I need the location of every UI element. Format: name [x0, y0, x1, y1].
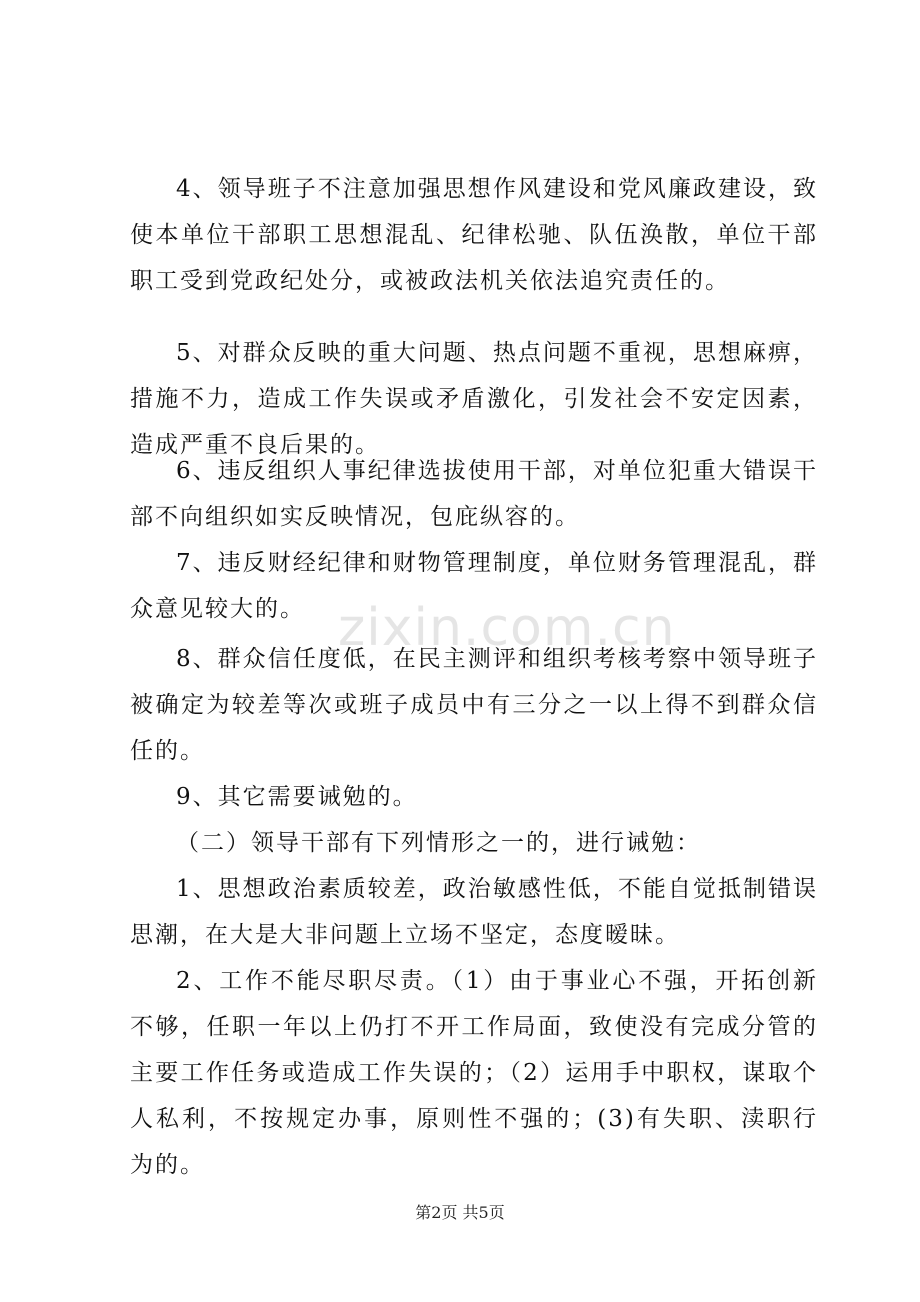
paragraph-item-5: 5、对群众反映的重大问题、热点问题不重视，思想麻痹，措施不力，造成工作失误或矛盾激化，引发社会不安定因素，造成严重不良后果的。	[130, 340, 818, 458]
paragraph-sub-item-1: 1、思想政治素质较差，政治敏感性低，不能自觉抵制错误思潮，在大是大非问题上立场不坚定，态度暧昧。	[130, 876, 818, 948]
page-footer: 第2页 共5页	[415, 1203, 505, 1222]
paragraph-sub-item-2: 2、工作不能尽职尽责。（1）由于事业心不强，开拓创新不够，任职一年以上仍打不开工作局面，致使没有完成分管的主要工作任务或造成工作失误的；（2）运用手中职权，谋取个人私利，不按规定办事，原则性不强的；(3)有失职、渎职行为的。	[130, 968, 818, 1178]
paragraph-item-4: 4、领导班子不注意加强思想作风建设和党风廉政建设，致使本单位干部职工思想混乱、纪律松驰、队伍涣散，单位干部职工受到党政纪处分，或被政法机关依法追究责任的。	[130, 176, 818, 294]
section-heading-2: （二）领导干部有下列情形之一的，进行诫勉：	[176, 830, 701, 856]
paragraph-item-7: 7、违反财经纪律和财物管理制度，单位财务管理混乱，群众意见较大的。	[130, 550, 818, 622]
paragraph-item-6: 6、违反组织人事纪律选拔使用干部，对单位犯重大错误干部不向组织如实反映情况，包庇纵容的。	[130, 458, 818, 530]
paragraph-item-8: 8、群众信任度低，在民主测评和组织考核考察中领导班子被确定为较差等次或班子成员中有三分之一以上得不到群众信任的。	[130, 646, 818, 764]
paragraph-item-9: 9、其它需要诫勉的。	[176, 784, 418, 810]
watermark: zixin.com.cn	[338, 598, 676, 658]
